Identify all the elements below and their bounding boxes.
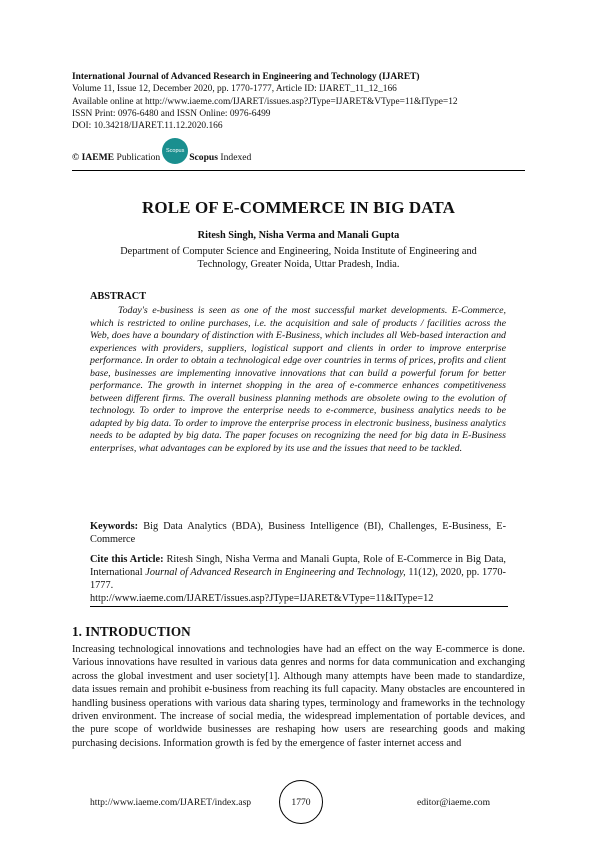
citation-label: Cite this Article: xyxy=(90,554,164,565)
citation-url-link[interactable]: http://www.iaeme.com/IJARET/issues.asp?JType=IJARET&VType=11&IType=12 xyxy=(90,592,508,607)
page-number xyxy=(279,780,323,824)
header-divider xyxy=(72,170,525,171)
citation-journal: Journal of Advanced Research in Engineering and Technology, xyxy=(145,567,406,578)
doi-line: DOI: 10.34218/IJARET.11.12.2020.166 xyxy=(72,121,223,132)
publisher-row xyxy=(72,146,251,168)
paper-authors: Ritesh Singh, Nisha Verma and Manali Gupta xyxy=(197,230,400,241)
journal-header xyxy=(72,71,532,132)
page-number-text: 1770 xyxy=(291,796,311,808)
paper-affiliation xyxy=(72,245,525,271)
available-online-line: Available online at http://www.iaeme.com/IJARET/issues.asp?JType=IJARET&VType=11&IType=12 xyxy=(72,96,458,107)
affiliation-line-1: Department of Computer Science and Engineering, Noida Institute of Engineering and xyxy=(120,246,477,257)
section-heading-introduction: 1. INTRODUCTION xyxy=(72,624,191,639)
indexed-text: Indexed xyxy=(220,151,252,163)
affiliation-line-2: Technology, Greater Noida, Uttar Pradesh, India. xyxy=(197,259,400,270)
citation-block xyxy=(90,553,506,607)
citation-part-2: 11(12), 2020, pp. 1770-1777. xyxy=(90,567,506,591)
journal-name: International Journal of Advanced Research in Engineering and Technology (IJARET) xyxy=(72,72,420,82)
abstract-heading: ABSTRACT xyxy=(90,291,147,302)
footer-url-link[interactable]: http://www.iaeme.com/IJARET/index.asp xyxy=(90,797,252,808)
keywords-text: Big Data Analytics (BDA), Business Intelligence (BI), Challenges, E-Business, E- Commerce xyxy=(90,521,506,545)
abstract-text: Today's e-business is seen as one of the most successful market developments. E-Commerce, which is restricted to online purchases, i.e. the acquisition and sale of products / facilities across the Web, does have a boundary of distinction with E-Business, which includes all Web-based interaction and experiences with providers, suppliers, logistical support and clients in order to improve enterprise performance. In order to obtain a technological edge over countries in terms of prices, profits and client base, businesses are implementing innovative innovations that can build a powerful forum for better performance. The growth in internet shopping in the area of e-commerce enhances competitiveness between different firms. The overall business planning methods are obsolete owing to the evolution of technology. To order to improve the enterprise needs to e-commerce, business analytics needs to be adapted by big data. To order to improve the enterprise process in electronic business, business analytics needs to be adapted by big data. The paper focuses on recognizing the need for big data in E-Business enterprises, what advantages can be explored by its use and the issues that need to be tackled. xyxy=(90,305,506,454)
citation-part-1: Ritesh Singh, Nisha Verma and Manali Gupta, Role of E-Commerce in Big Data, International xyxy=(90,554,506,578)
copyright-text: © IAEME xyxy=(72,151,115,163)
keywords-label: Keywords: xyxy=(90,521,139,532)
scopus-text: Scopus xyxy=(189,151,218,163)
volume-line: Volume 11, Issue 12, December 2020, pp. 1770-1777, Article ID: IJARET_11_12_166 xyxy=(72,84,397,95)
issn-line: ISSN Print: 0976-6480 and ISSN Online: 0976-6499 xyxy=(72,108,271,119)
publication-text: Publication xyxy=(116,151,161,163)
scopus-logo-icon: Scopus xyxy=(162,138,188,164)
keywords-block xyxy=(90,520,506,546)
footer-email-link[interactable]: editor@iaeme.com xyxy=(417,797,491,808)
introduction-text: Increasing technological innovations and technologies have had an effect on the way E-commerce is done. Various innovations have resulted in various data genres and norms for data communication and exchanging across the global investment and user society[1]. Although many attempts have been made to standardize, data issues remain and prohibit e-business from reaching its full capacity. Many obstacles are encountered in handling business operations with various data sharing types, terminology and frameworks in the technology driven environment. The increase of social media, the widespread implementation of portable devices, and the pure scope of worldwide businesses are reshaping how users are researching goods and making purchasing decisions. Information growth is fed by the emergence of faster internet access and xyxy=(72,644,525,749)
paper-title: ROLE OF E-COMMERCE IN BIG DATA xyxy=(142,198,455,217)
